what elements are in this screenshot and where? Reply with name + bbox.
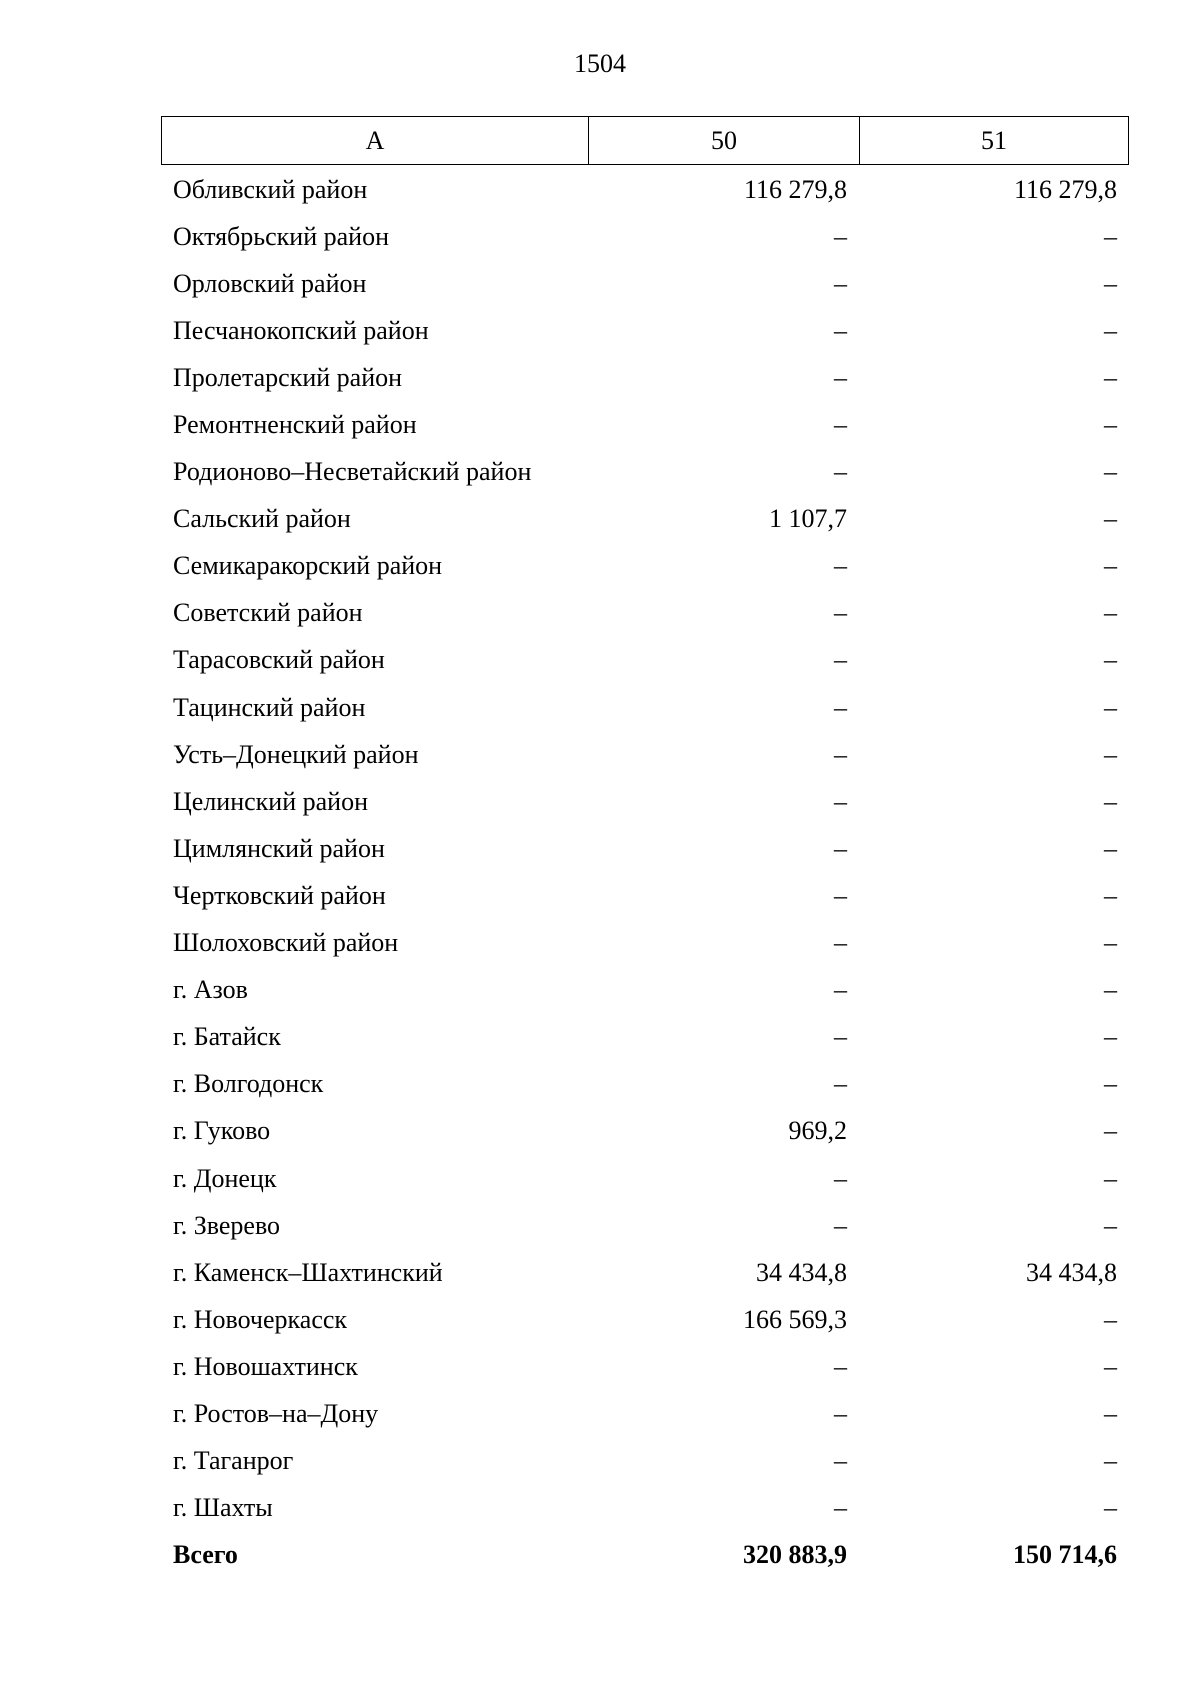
row-name: г. Новошахтинск <box>173 1351 358 1381</box>
row-name: г. Таганрог <box>173 1446 294 1476</box>
row-name: Октябрьский район <box>173 221 389 251</box>
row-value-51: – <box>1104 786 1117 816</box>
row-name: г. Шахты <box>173 1493 273 1523</box>
total-value-50: 320 883,9 <box>743 1540 847 1570</box>
row-value-50: 116 279,8 <box>743 174 847 204</box>
row-value-51: – <box>1104 598 1117 628</box>
table-row <box>161 496 1129 543</box>
row-name: г. Зверево <box>173 1210 281 1240</box>
table-row <box>161 1061 1129 1108</box>
row-value-51: – <box>1104 362 1117 392</box>
row-name: г. Каменск–Шахтинский <box>173 1257 443 1287</box>
table-row <box>161 449 1129 496</box>
row-value-50: – <box>834 410 847 440</box>
table-row <box>161 1438 1129 1485</box>
row-value-50: – <box>834 1069 847 1099</box>
table-row <box>161 684 1129 731</box>
row-value-51: – <box>1104 315 1117 345</box>
row-value-50: – <box>834 457 847 487</box>
row-value-50: – <box>834 268 847 298</box>
table-row <box>161 920 1129 967</box>
row-value-51: – <box>1104 692 1117 722</box>
row-value-50: 1 107,7 <box>769 504 847 534</box>
row-value-51: – <box>1104 268 1117 298</box>
table-row <box>161 1249 1129 1296</box>
row-value-50: – <box>834 833 847 863</box>
row-value-50: – <box>834 975 847 1005</box>
row-value-50: – <box>834 928 847 958</box>
row-value-51: 116 279,8 <box>1013 174 1117 204</box>
row-value-50: – <box>834 1493 847 1523</box>
row-name: Цимлянский район <box>173 833 385 863</box>
header-col-50: 50 <box>589 117 860 164</box>
row-value-51: – <box>1104 221 1117 251</box>
row-name: г. Азов <box>173 975 248 1005</box>
total-label: Всего <box>173 1540 238 1570</box>
row-value-50: – <box>834 880 847 910</box>
table-header <box>161 116 1129 165</box>
row-name: Тацинский район <box>173 692 366 722</box>
row-value-50: – <box>834 1446 847 1476</box>
table-body <box>161 166 1129 1579</box>
row-name: Сальский район <box>173 504 351 534</box>
row-value-51: – <box>1104 880 1117 910</box>
row-value-50: – <box>834 786 847 816</box>
row-value-50: – <box>834 692 847 722</box>
row-value-50: – <box>834 645 847 675</box>
table-row <box>161 1343 1129 1390</box>
row-name: Шолоховский район <box>173 928 399 958</box>
row-value-50: – <box>834 1351 847 1381</box>
table-row <box>161 307 1129 354</box>
row-value-51: – <box>1104 1163 1117 1193</box>
header-col-51: 51 <box>981 125 1007 155</box>
table-row <box>161 1390 1129 1437</box>
row-value-50: – <box>834 1210 847 1240</box>
row-value-51: – <box>1104 504 1117 534</box>
row-name: г. Ростов–на–Дону <box>173 1398 379 1428</box>
row-value-51: – <box>1104 833 1117 863</box>
row-value-51: – <box>1104 1351 1117 1381</box>
table-row <box>161 213 1129 260</box>
row-name: г. Донецк <box>173 1163 277 1193</box>
table-row <box>161 543 1129 590</box>
row-value-50: 969,2 <box>788 1116 847 1146</box>
row-name: Ремонтненский район <box>173 410 417 440</box>
row-value-50: – <box>834 315 847 345</box>
row-value-50: – <box>834 1022 847 1052</box>
row-value-51: – <box>1104 645 1117 675</box>
row-name: Песчанокопский район <box>173 315 429 345</box>
row-name: Целинский район <box>173 786 368 816</box>
row-value-51: – <box>1104 739 1117 769</box>
row-name: Обливский район <box>173 174 368 204</box>
row-name: Пролетарский район <box>173 362 403 392</box>
table-row <box>161 967 1129 1014</box>
row-value-51: – <box>1104 1116 1117 1146</box>
header-col-a: А <box>162 117 589 164</box>
row-name: Тарасовский район <box>173 645 385 675</box>
row-value-50: – <box>834 739 847 769</box>
row-value-51: – <box>1104 928 1117 958</box>
row-value-50: – <box>834 362 847 392</box>
row-value-50: – <box>834 598 847 628</box>
table-row <box>161 1014 1129 1061</box>
row-value-50: – <box>834 1163 847 1193</box>
table-row <box>161 590 1129 637</box>
row-value-50: 166 569,3 <box>743 1304 847 1334</box>
row-name: Усть–Донецкий район <box>173 739 419 769</box>
row-value-51: – <box>1104 1022 1117 1052</box>
page-number: 1504 <box>574 49 626 78</box>
row-name: г. Новочеркасск <box>173 1304 348 1334</box>
row-value-51: – <box>1104 551 1117 581</box>
row-value-51: – <box>1104 1210 1117 1240</box>
row-name: г. Гуково <box>173 1116 271 1146</box>
row-name: Советский район <box>173 598 363 628</box>
row-value-51: – <box>1104 1069 1117 1099</box>
row-value-51: – <box>1104 1446 1117 1476</box>
table-row <box>161 778 1129 825</box>
table-row <box>161 401 1129 448</box>
row-value-51: – <box>1104 410 1117 440</box>
table-row <box>161 872 1129 919</box>
row-name: Орловский район <box>173 268 367 298</box>
row-name: г. Волгодонск <box>173 1069 324 1099</box>
row-name: Родионово–Несветайский район <box>173 457 532 487</box>
table-row <box>161 1202 1129 1249</box>
row-value-51: 34 434,8 <box>1026 1257 1117 1287</box>
table-row <box>161 1485 1129 1532</box>
row-value-51: – <box>1104 1304 1117 1334</box>
total-row <box>161 1532 1129 1579</box>
table-row <box>161 260 1129 307</box>
row-value-50: – <box>834 1398 847 1428</box>
table-row <box>161 1108 1129 1155</box>
table-row <box>161 825 1129 872</box>
table-row <box>161 1296 1129 1343</box>
row-name: Семикаракорский район <box>173 551 443 581</box>
row-value-50: – <box>834 221 847 251</box>
row-value-51: – <box>1104 1398 1117 1428</box>
total-value-51: 150 714,6 <box>1013 1540 1117 1570</box>
table-row <box>161 166 1129 213</box>
table-row <box>161 1155 1129 1202</box>
row-value-51: – <box>1104 975 1117 1005</box>
row-value-51: – <box>1104 457 1117 487</box>
table-row <box>161 637 1129 684</box>
row-value-50: 34 434,8 <box>756 1257 847 1287</box>
table-row <box>161 354 1129 401</box>
row-name: г. Батайск <box>173 1022 281 1052</box>
row-name: Чертковский район <box>173 880 386 910</box>
row-value-50: – <box>834 551 847 581</box>
row-value-51: – <box>1104 1493 1117 1523</box>
table-row <box>161 731 1129 778</box>
